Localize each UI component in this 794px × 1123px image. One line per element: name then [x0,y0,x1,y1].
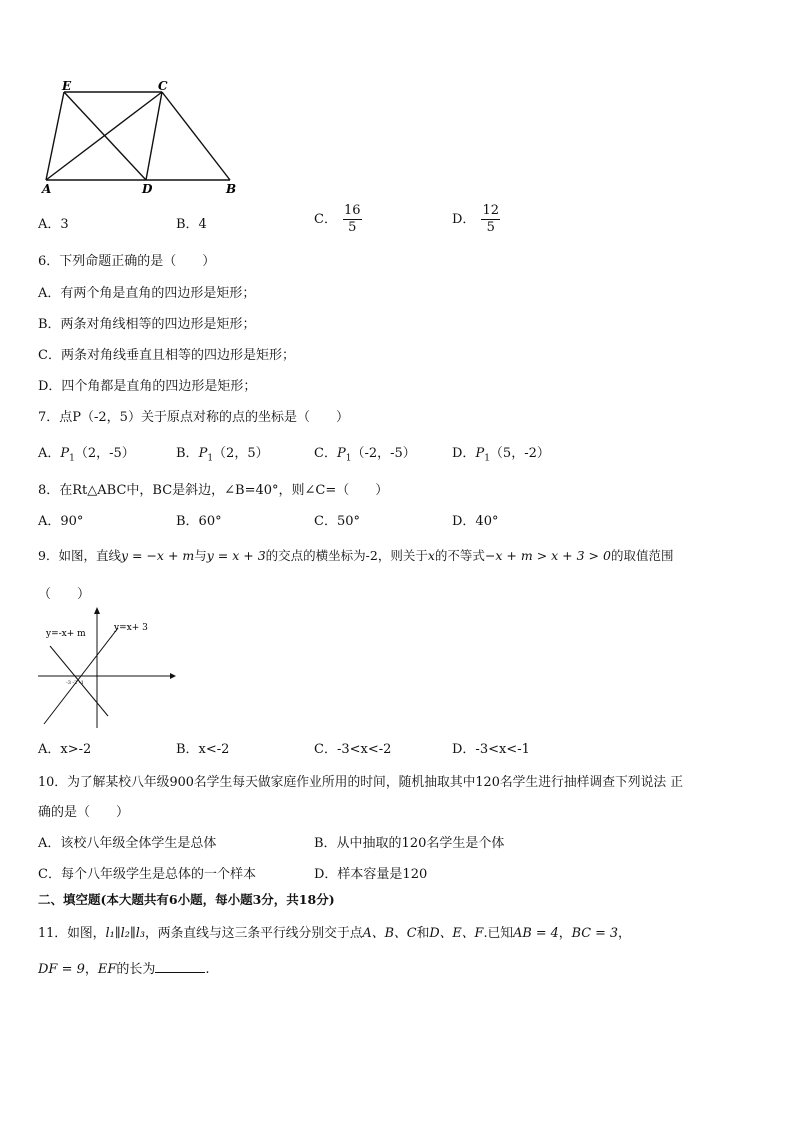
q6-stem: 6．下列命题正确的是（ ） [38,254,216,269]
q10-option-d[interactable]: D．样本容量是120 [314,867,428,882]
q8-option-c[interactable]: C．50° [314,514,360,529]
q10-stem-line2: 确的是（ ） [38,805,130,820]
q9-stem: 9．如图，直线y = −x + m与y = x + 3的交点的横坐标为-2，则关于x的不等式−x + m > x + 3 > 0的取值范围 [38,548,674,563]
q6-option-b[interactable]: B．两条对角线相等的四边形是矩形； [38,317,256,332]
section-2-title: 二、填空题(本大题共有6小题，每小题3分，共18分) [38,892,335,907]
label-a: A [42,182,52,195]
graph-tick-labels: -3 -2 -1 [66,680,84,686]
q5-option-d[interactable] [452,203,500,236]
segment-ae [46,92,64,180]
q5-option-c-fraction: $\frac{16}{5}$ [343,203,361,235]
q9-option-c[interactable]: C．-3<x<-2 [314,742,392,757]
y-axis-arrow [94,607,100,614]
q10-option-a[interactable]: A．该校八年级全体学生是总体 [38,836,217,851]
q8-option-a[interactable]: A．90° [38,514,84,529]
q11-stem-line2: DF = 9，EF的长为 . [38,962,210,977]
q10-option-c[interactable]: C．每个八年级学生是总体的一个样本 [38,867,256,882]
q8-option-b[interactable]: B．60° [176,514,222,529]
q8-option-d[interactable]: D．40° [452,514,499,529]
q5-option-c-prefix: C． [314,212,337,227]
label-b: B [226,182,237,195]
q9-option-b[interactable]: B．x<-2 [176,742,230,757]
q6-option-d[interactable]: D．四个角都是直角的四边形是矩形； [38,379,257,394]
q10-option-b[interactable]: B．从中抽取的120名学生是个体 [314,836,505,851]
x-axis-arrow [170,673,176,679]
q11-stem-line1: 11．如图，l₁∥l₂∥l₃，两条直线与这三条平行线分别交于点A、B、C和D、E、F.已知AB = 4，BC = 3， [38,926,631,941]
q5-option-a[interactable]: A．3 [38,217,69,232]
q5-figure [38,80,248,195]
q9-graph [36,606,178,730]
label-d: D [142,182,153,195]
q7-stem: 7．点P（-2，5）关于原点对称的点的坐标是（ ） [38,410,349,425]
graph-label-neg-x-plus-m: y=-x+ m [46,629,86,639]
q7-option-d[interactable]: D．$P_1(5$，-2） [452,446,550,464]
q7-option-a[interactable]: A．$P_1(2$，-5） [38,446,135,464]
q9-option-a[interactable]: A．x>-2 [38,742,92,757]
segment-cd [146,92,162,180]
diagonal-ac [46,92,162,180]
q7-option-c[interactable]: C．$P_1(-2$，-5） [314,446,416,464]
q7-option-b[interactable]: B．$P_1(2$，5） [176,446,269,464]
q9-option-d[interactable]: D．-3<x<-1 [452,742,530,757]
q6-option-c[interactable]: C．两条对角线垂直且相等的四边形是矩形； [38,348,295,363]
q5-option-c[interactable] [314,203,362,236]
q10-stem-line1: 10．为了解某校八年级900名学生每天做家庭作业所用的时间，随机抽取其中120名学生进行抽样调查下列说法 正 [38,775,684,790]
graph-label-x-plus-3: y=x+ 3 [114,623,148,633]
q6-option-a[interactable]: A．有两个角是直角的四边形是矩形； [38,286,256,301]
q5-option-d-prefix: D． [452,212,476,227]
q8-stem: 8．在Rt△ABC中，BC是斜边，∠B=40°，则∠C=（ ） [38,483,389,498]
label-e: E [62,80,72,93]
q11-answer-blank[interactable] [155,960,205,973]
q5-option-b[interactable]: B．4 [176,217,207,232]
label-c: C [158,80,168,93]
q9-answer-paren: （ ） [38,587,91,602]
segment-cb [162,92,230,180]
diagonal-ed [64,92,146,180]
q5-option-d-fraction: $\frac{12}{5}$ [482,203,499,235]
